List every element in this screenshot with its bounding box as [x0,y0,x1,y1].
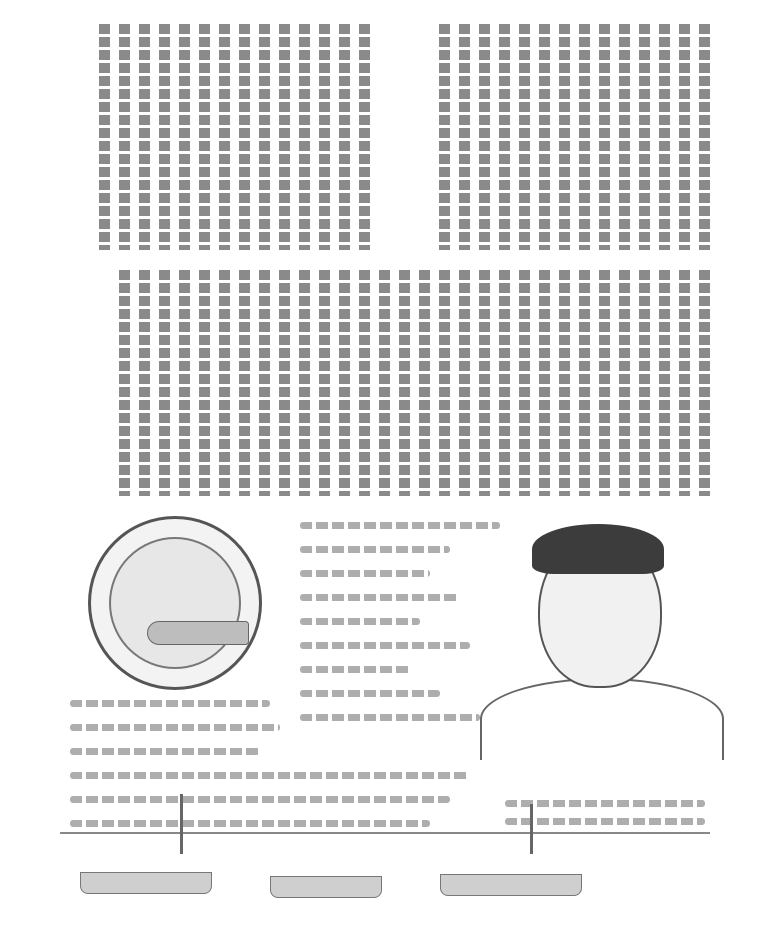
handwritten-caption [70,796,450,803]
text-column [579,270,590,496]
handwritten-note [300,618,420,625]
ship-icon [440,874,582,896]
text-column [119,24,130,250]
text-column [279,24,290,250]
text-column [679,24,690,250]
crane-icon [530,804,533,854]
text-column [379,270,390,496]
text-column [219,270,230,496]
text-column [359,24,370,250]
text-column [559,24,570,250]
article-text-upper-left [60,24,370,250]
text-column [479,270,490,496]
text-column [159,270,170,496]
text-column [599,24,610,250]
text-column [639,270,650,496]
text-column [319,270,330,496]
text-column [139,270,150,496]
ship-icon [80,872,212,894]
text-column [219,24,230,250]
text-column [499,270,510,496]
handwritten-note [300,642,470,649]
crane-icon [180,794,183,854]
text-column [239,270,250,496]
text-column [519,24,530,250]
text-column [459,24,470,250]
text-column [259,24,270,250]
text-column [119,270,130,496]
handwritten-caption [505,800,705,807]
ship-icon [270,876,382,898]
text-column [619,270,630,496]
handwritten-note [300,546,450,553]
text-column [139,24,150,250]
text-column [599,270,610,496]
text-column [319,24,330,250]
text-column [279,270,290,496]
portrait-shoulders [480,678,724,760]
text-column [699,24,710,250]
text-column [239,24,250,250]
handwritten-note [300,522,500,529]
text-column [259,270,270,496]
text-column [579,24,590,250]
handwritten-caption [70,772,470,779]
article-text-lower [60,270,710,496]
text-column [439,24,450,250]
text-column [479,24,490,250]
train-icon [147,621,249,645]
manhole-cover-illustration [88,516,262,690]
text-column [399,270,410,496]
handwritten-caption [70,700,270,707]
text-column [299,24,310,250]
text-column [179,270,190,496]
text-column [499,24,510,250]
article-text-upper-right [390,24,710,250]
manhole-inner-ring [109,537,241,669]
portrait-sketch [520,520,680,720]
text-column [179,24,190,250]
text-column [639,24,650,250]
handwritten-note [300,690,440,697]
handwritten-caption [70,724,280,731]
text-column [659,24,670,250]
text-column [99,24,110,250]
handwritten-note [300,594,460,601]
text-column [339,270,350,496]
portrait-hair [532,524,664,574]
text-column [199,270,210,496]
handwritten-note [300,666,410,673]
text-column [559,270,570,496]
text-column [299,270,310,496]
text-column [199,24,210,250]
text-column [539,270,550,496]
text-column [519,270,530,496]
handwritten-note [300,714,480,721]
text-column [459,270,470,496]
text-column [679,270,690,496]
text-column [619,24,630,250]
handwritten-note [300,570,430,577]
text-column [659,270,670,496]
handwritten-caption [70,748,260,755]
text-column [359,270,370,496]
text-column [699,270,710,496]
text-column [159,24,170,250]
handwritten-caption [70,820,430,827]
text-column [539,24,550,250]
text-column [419,270,430,496]
text-column [339,24,350,250]
handwritten-caption [505,818,705,825]
text-column [439,270,450,496]
harbor-illustration [60,832,710,914]
